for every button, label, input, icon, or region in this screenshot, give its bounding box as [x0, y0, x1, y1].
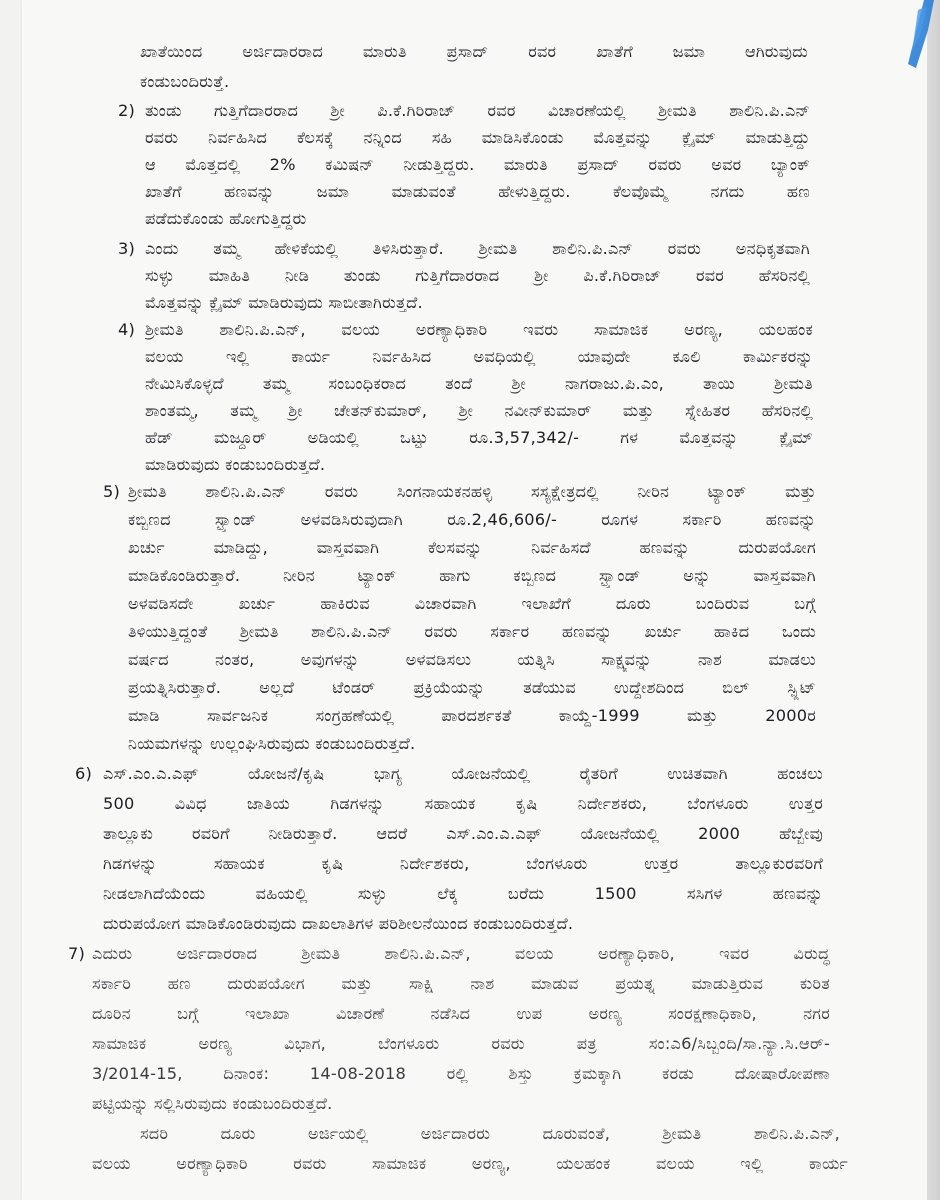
item-line: ಖರ್ಚು ಮಾಡಿದ್ದು, ವಾಸ್ತವವಾಗಿ ಕೆಲಸವನ್ನು ನಿರ್ವಹಿಸದೆ ಹಣವನ್ನು ದುರುಪಯೋಗ	[128, 538, 816, 557]
item-line: ನಿಯಮಗಳನ್ನು ಉಲ್ಲಂಘಿಸಿರುವುದು ಕಂಡುಬಂದಿರುತ್ತದೆ.	[128, 734, 416, 753]
item-line: ಶ್ರೀಮತಿ ಶಾಲಿನಿ.ಪಿ.ಎನ್ ರವರು ಸಿಂಗನಾಯಕನಹಳ್ಳಿ ಸಸ್ಯಕ್ಷೇತ್ರದಲ್ಲಿ ನೀರಿನ ಟ್ಯಾಂಕ್ ಮತ್ತು	[128, 482, 816, 501]
item-number: 3)	[118, 239, 136, 258]
item-line: ಮಾಡಿಕೊಂಡಿರುತ್ತಾರೆ. ನೀರಿನ ಟ್ಯಾಂಕ್ ಹಾಗು ಕಬ್ಬಿಣದ ಸ್ಟ್ಯಾಂಡ್ ಅನ್ನು ವಾಸ್ತವವಾಗಿ	[128, 566, 816, 585]
item-number: 7)	[68, 944, 86, 963]
item-line: ರವರು ನಿರ್ವಹಿಸಿದ ಕೆಲಸಕ್ಕೆ ನನ್ನಿಂದ ಸಹಿ ಮಾಡಿಸಿಕೊಂಡು ಮೊತ್ತವನ್ನು ಕ್ಲೈಮ್ ಮಾಡುತ್ತಿದ್ದು	[145, 128, 810, 147]
item-number: 2)	[118, 101, 136, 120]
item-line: 500 ವಿವಿಧ ಜಾತಿಯ ಗಿಡಗಳನ್ನು ಸಹಾಯಕ ಕೃಷಿ ನಿರ್ದೇಶಕರು, ಬೆಂಗಳೂರು ಉತ್ತರ	[103, 794, 823, 813]
item-line: ಪ್ರಯತ್ನಿಸಿರುತ್ತಾರೆ. ಅಲ್ಲದೆ ಟೆಂಡರ್ ಪ್ರಕ್ರಿಯೆಯನ್ನು ತಡೆಯುವ ಉದ್ದೇಶದಿಂದ ಬಿಲ್ ಸ್ಪ್ಲಿಟ್	[128, 678, 816, 697]
item-number: 6)	[75, 764, 93, 783]
item-line: ತುಂಡು ಗುತ್ತಿಗೆದಾರರಾದ ಶ್ರೀ ಪಿ.ಕೆ.ಗಿರಿರಾಜ್ ರವರ ವಿಚಾರಣೆಯಲ್ಲಿ ಶ್ರೀಮತಿ ಶಾಲಿನಿ.ಪಿ.ಎನ್	[145, 101, 810, 120]
item-line: ಎಸ್.ಎಂ.ಎ.ಎಫ್ ಯೋಜನೆ/ಕೃಷಿ ಭಾಗ್ಯ ಯೋಜನೆಯಲ್ಲಿ ರೈತರಿಗೆ ಉಚಿತವಾಗಿ ಹಂಚಲು	[103, 764, 823, 783]
item-line: ಮಾಡಿರುವುದು ಕಂಡುಬಂದಿರುತ್ತದೆ.	[145, 455, 326, 474]
intro-line: ಖಾತೆಯಿಂದ ಅರ್ಜಿದಾರರಾದ ಮಾರುತಿ ಪ್ರಸಾದ್ ರವರ ಖಾತೆಗೆ ಜಮಾ ಆಗಿರುವುದು	[140, 42, 808, 61]
item-line: ವಲಯ ಇಲ್ಲಿ ಕಾರ್ಯ ನಿರ್ವಹಿಸಿದ ಅವಧಿಯಲ್ಲಿ ಯಾವುದೇ ಕೂಲಿ ಕಾರ್ಮಿಕರನ್ನು	[145, 347, 813, 366]
item-line: ಸುಳ್ಳು ಮಾಹಿತಿ ನೀಡಿ ತುಂಡು ಗುತ್ತಿಗೆದಾರರಾದ ಶ್ರೀ ಪಿ.ಕೆ.ಗಿರಿರಾಜ್ ರವರ ಹೆಸರಿನಲ್ಲಿ	[145, 266, 810, 285]
item-line: 3/2014-15, ದಿನಾಂಕ: 14-08-2018 ರಲ್ಲಿ ಶಿಸ್ತು ಕ್ರಮಕ್ಕಾಗಿ ಕರಡು ದೋಷಾರೋಪಣಾ	[92, 1064, 830, 1083]
item-line: ಶ್ರೀಮತಿ ಶಾಲಿನಿ.ಪಿ.ಎನ್, ವಲಯ ಅರಣ್ಯಾಧಿಕಾರಿ ಇವರು ಸಾಮಾಜಿಕ ಅರಣ್ಯ, ಯಲಹಂಕ	[145, 320, 813, 339]
item-line: ಆ ಮೊತ್ತದಲ್ಲಿ 2% ಕಮಿಷನ್ ನೀಡುತ್ತಿದ್ದರು. ಮಾರುತಿ ಪ್ರಸಾದ್ ರವರು ಅವರ ಬ್ಯಾಂಕ್	[145, 155, 810, 174]
item-line: ಮೊತ್ತವನ್ನು ಕ್ಲೈಮ್ ಮಾಡಿರುವುದು ಸಾಬೀತಾಗಿರುತ್ತದೆ.	[145, 293, 423, 312]
item-line: ಸರ್ಕಾರಿ ಹಣ ದುರುಪಯೋಗ ಮತ್ತು ಸಾಕ್ಷಿ ನಾಶ ಮಾಡುವ ಪ್ರಯತ್ನ ಮಾಡುತ್ತಿರುವ ಕುರಿತ	[92, 974, 830, 993]
item-line: ಮಾಡಿ ಸಾರ್ವಜನಿಕ ಸಂಗ್ರಹಣೆಯಲ್ಲಿ ಪಾರದರ್ಶಕತೆ ಕಾಯ್ದೆ-1999 ಮತ್ತು 2000ರ	[128, 706, 816, 725]
item-line: ಪಡೆದುಕೊಂಡು ಹೋಗುತ್ತಿದ್ದರು	[145, 209, 307, 228]
item-line: ದುರುಪಯೋಗ ಮಾಡಿಕೊಂಡಿರುವುದು ದಾಖಲಾತಿಗಳ ಪರಿಶೀಲನೆಯಿಂದ ಕಂಡುಬಂದಿರುತ್ತದೆ.	[103, 914, 574, 933]
item-line: ಸಾಮಾಜಿಕ ಅರಣ್ಯ ವಿಭಾಗ, ಬೆಂಗಳೂರು ರವರು ಪತ್ರ ಸಂ:ಎ6/ಸಿಬ್ಬಂದಿ/ಸಾ.ನ್ಯಾ.ಸಿ.ಆರ್-	[92, 1034, 830, 1053]
item-line: ಕಬ್ಬಿಣದ ಸ್ಟ್ಯಾಂಡ್ ಅಳವಡಿಸಿರುವುದಾಗಿ ರೂ.2,46,606/- ರೂಗಳ ಸರ್ಕಾರಿ ಹಣವನ್ನು	[128, 510, 816, 529]
item-line: ನೇಮಿಸಿಕೊಳ್ಳದೆ ತಮ್ಮ ಸಂಬಂಧಿಕರಾದ ತಂದೆ ಶ್ರೀ ನಾಗರಾಜು.ಪಿ.ಎಂ, ತಾಯಿ ಶ್ರೀಮತಿ	[145, 374, 813, 393]
item-number: 4)	[118, 320, 136, 339]
item-line: ಎಂದು ತಮ್ಮ ಹೇಳಿಕೆಯಲ್ಲಿ ತಿಳಿಸಿರುತ್ತಾರೆ. ಶ್ರೀಮತಿ ಶಾಲಿನಿ.ಪಿ.ಎನ್ ರವರು ಅನಧಿಕೃತವಾಗಿ	[145, 239, 810, 258]
item-line: ಎದುರು ಅರ್ಜಿದಾರರಾದ ಶ್ರೀಮತಿ ಶಾಲಿನಿ.ಪಿ.ಎನ್, ವಲಯ ಅರಣ್ಯಾಧಿಕಾರಿ, ಇವರ ವಿರುದ್ಧ	[92, 944, 830, 963]
closing-line: ವಲಯ ಅರಣ್ಯಾಧಿಕಾರಿ ರವರು ಸಾಮಾಜಿಕ ಅರಣ್ಯ, ಯಲಹಂಕ ವಲಯ ಇಲ್ಲಿ ಕಾರ್ಯ	[92, 1154, 848, 1173]
item-line: ಗಿಡಗಳನ್ನು ಸಹಾಯಕ ಕೃಷಿ ನಿರ್ದೇಶಕರು, ಬೆಂಗಳೂರು ಉತ್ತರ ತಾಲ್ಲೂಕುರವರಿಗೆ	[103, 854, 823, 873]
item-number: 5)	[103, 482, 121, 501]
item-line: ಅಳವಡಿಸದೇ ಖರ್ಚು ಹಾಕಿರುವ ವಿಚಾರವಾಗಿ ಇಲಾಖೆಗೆ ದೂರು ಬಂದಿರುವ ಬಗ್ಗೆ	[128, 594, 816, 613]
item-line: ತಿಳಿಯುತ್ತಿದ್ದಂತೆ ಶ್ರೀಮತಿ ಶಾಲಿನಿ.ಪಿ.ಎನ್ ರವರು ಸರ್ಕಾರ ಹಣವನ್ನು ಖರ್ಚು ಹಾಕಿದ ಒಂದು	[128, 622, 816, 641]
closing-line: ಸದರಿ ದೂರು ಅರ್ಜಿಯಲ್ಲಿ ಅರ್ಜಿದಾರರು ದೂರುವಂತೆ, ಶ್ರೀಮತಿ ಶಾಲಿನಿ.ಪಿ.ಎನ್,	[140, 1124, 840, 1143]
item-line: ಶಾಂತಮ್ಮ, ತಮ್ಮ ಶ್ರೀ ಚೇತನ್‌ಕುಮಾರ್, ಶ್ರೀ ನವೀನ್‌ಕುಮಾರ್ ಮತ್ತು ಸ್ನೇಹಿತರ ಹೆಸರಿನಲ್ಲಿ	[145, 401, 813, 420]
item-line: ತಾಲ್ಲೂಕು ರವರಿಗೆ ನೀಡಿರುತ್ತಾರೆ. ಆದರೆ ಎಸ್.ಎಂ.ಎ.ಎಫ್ ಯೋಜನೆಯಲ್ಲಿ 2000 ಹೆಬ್ಬೇವು	[103, 824, 823, 843]
item-line: ಖಾತೆಗೆ ಹಣವನ್ನು ಜಮಾ ಮಾಡುವಂತೆ ಹೇಳುತ್ತಿದ್ದರು. ಕೆಲವೊಮ್ಮೆ ನಗದು ಹಣ	[145, 182, 810, 201]
item-line: ನೀಡಲಾಗಿದೆಯೆಂದು ವಹಿಯಲ್ಲಿ ಸುಳ್ಳು ಲೆಕ್ಕ ಬರೆದು 1500 ಸಸಿಗಳ ಹಣವನ್ನು	[103, 884, 823, 903]
item-line: ವರ್ಷದ ನಂತರ, ಅವುಗಳನ್ನು ಅಳವಡಿಸಲು ಯತ್ನಿಸಿ ಸಾಕ್ಷ್ಯವನ್ನು ನಾಶ ಮಾಡಲು	[128, 650, 816, 669]
intro-line: ಕಂಡುಬಂದಿರುತ್ತೆ.	[140, 72, 230, 91]
item-line: ಹೆಡ್ ಮಜ್ದೂರ್ ಅಡಿಯಲ್ಲಿ ಒಟ್ಟು ರೂ.3,57,342/- ಗಳ ಮೊತ್ತವನ್ನು ಕ್ಲೈಮ್	[145, 428, 813, 447]
item-line: ಪಟ್ಟಿಯನ್ನು ಸಲ್ಲಿಸಿರುವುದು ಕಂಡುಬಂದಿರುತ್ತದೆ.	[92, 1094, 333, 1113]
item-line: ದೂರಿನ ಬಗ್ಗೆ ಇಲಾಖಾ ವಿಚಾರಣೆ ನಡೆಸಿದ ಉಪ ಅರಣ್ಯ ಸಂರಕ್ಷಣಾಧಿಕಾರಿ, ನಗರ	[92, 1004, 830, 1023]
